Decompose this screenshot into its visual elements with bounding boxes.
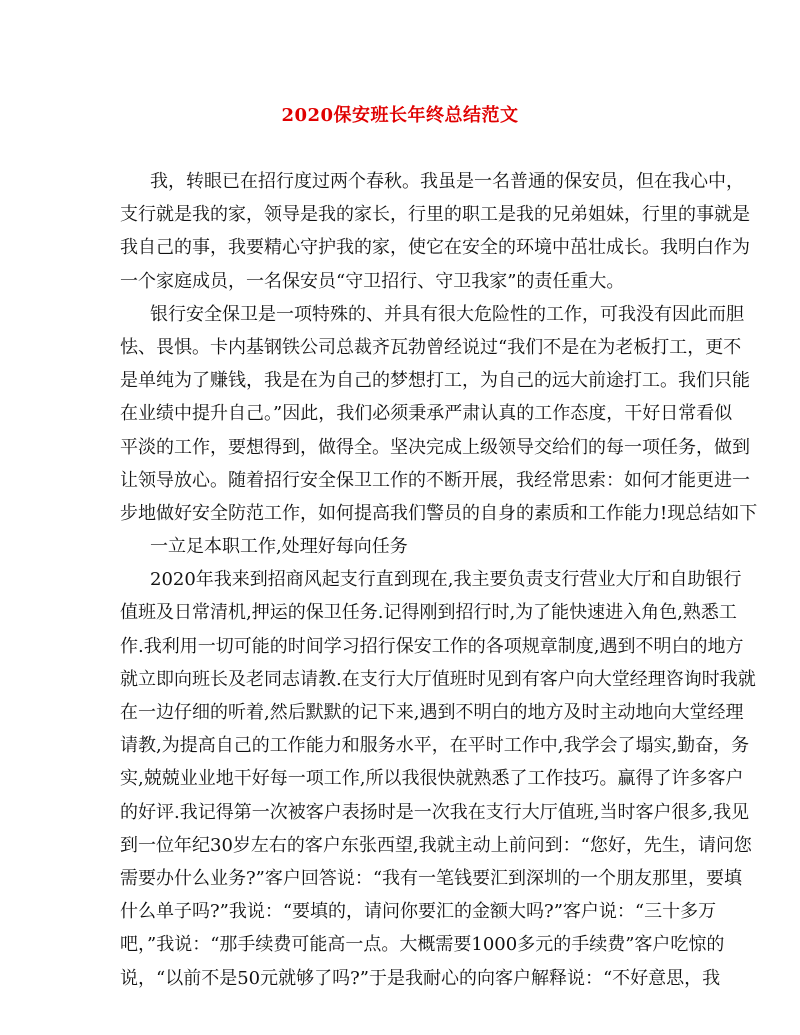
body-line: 2020年我来到招商风起支行直到现在,我主要负责支行营业大厅和自助银行 [150,569,742,591]
body-line: 一个家庭成员，一名保安员“守卫招行、守卫我家”的责任重大。 [120,270,625,292]
body-line: 我自己的事，我要精心守护我的家，使它在安全的环境中茁壮成长。我明白作为 [120,237,750,259]
body-line: 到一位年纪30岁左右的客户东张西望,我就主动上前问到：“您好，先生，请问您 [120,834,752,856]
body-line: 的好评.我记得第一次被客户表扬时是一次我在支行大厅值班,当时客户很多,我见 [120,801,750,823]
body-line: 是单纯为了赚钱，我是在为自己的梦想打工，为自己的远大前途打工。我们只能 [120,370,750,392]
document-body [120,165,758,995]
body-line: 在一边仔细的听着,然后默默的记下来,遇到不明白的地方及时主动地向大堂经理 [120,702,744,723]
body-line: 就立即向班长及老同志请教.在支行大厅值班时见到有客户向大堂经理咨询时我就 [120,668,756,690]
document-title: 2020保安班长年终总结范文 [281,105,519,126]
body-line: 说，“以前不是50元就够了吗?”于是我耐心的向客户解释说：“不好意思，我 [120,967,721,989]
body-line: 什么单子吗?”我说：“要填的，请问你要汇的金额大吗?”客户说：“三十多万 [120,901,717,923]
body-line: 请教,为提高自己的工作能力和服务水平，在平时工作中,我学会了塌实,勤奋，务 [120,735,750,757]
body-line: 作.我利用一切可能的时间学习招行保安工作的各项规章制度,遇到不明白的地方 [120,635,744,657]
body-line: 在业绩中提升自己。”因此，我们必须秉承严肃认真的工作态度，干好日常看似 [120,403,733,425]
body-line: 平淡的工作，要想得到，做得全。坚决完成上级领导交给们的每一项任务，做到 [120,436,750,458]
body-line: 我，转眼已在招行度过两个春秋。我虽是一名普通的保安员，但在我心中， [150,171,744,192]
body-line: 步地做好安全防范工作，如何提高我们警员的自身的素质和工作能力!现总结如下 [120,502,758,524]
body-line: 银行安全保卫是一项特殊的、并具有很大危险性的工作，可我没有因此而胆 [150,303,744,325]
body-line: 让领导放心。随着招行安全保卫工作的不断开展，我经常思索：如何才能更进一 [120,469,750,491]
body-line: 需要办什么业务?”客户回答说：“我有一笔钱要汇到深圳的一个朋友那里，要填 [120,867,743,889]
body-line: 实,兢兢业业地干好每一项工作,所以我很快就熟悉了工作技巧。赢得了许多客户 [120,768,744,790]
section-heading: 一立足本职工作,处理好每向任务 [150,536,408,558]
body-line: 吧，”我说：“那手续费可能高一点。大概需要1000多元的手续费”客户吃惊的 [120,934,725,956]
body-line: 支行就是我的家，领导是我的家长，行里的职工是我的兄弟姐妹，行里的事就是 [120,204,750,226]
body-line: 值班及日常清机,押运的保卫任务.记得刚到招行时,为了能快速进入角色,熟悉工 [120,602,737,624]
body-line: 怯、畏惧。卡内基钢铁公司总裁齐瓦勃曾经说过“我们不是在为老板打工，更不 [120,336,742,358]
